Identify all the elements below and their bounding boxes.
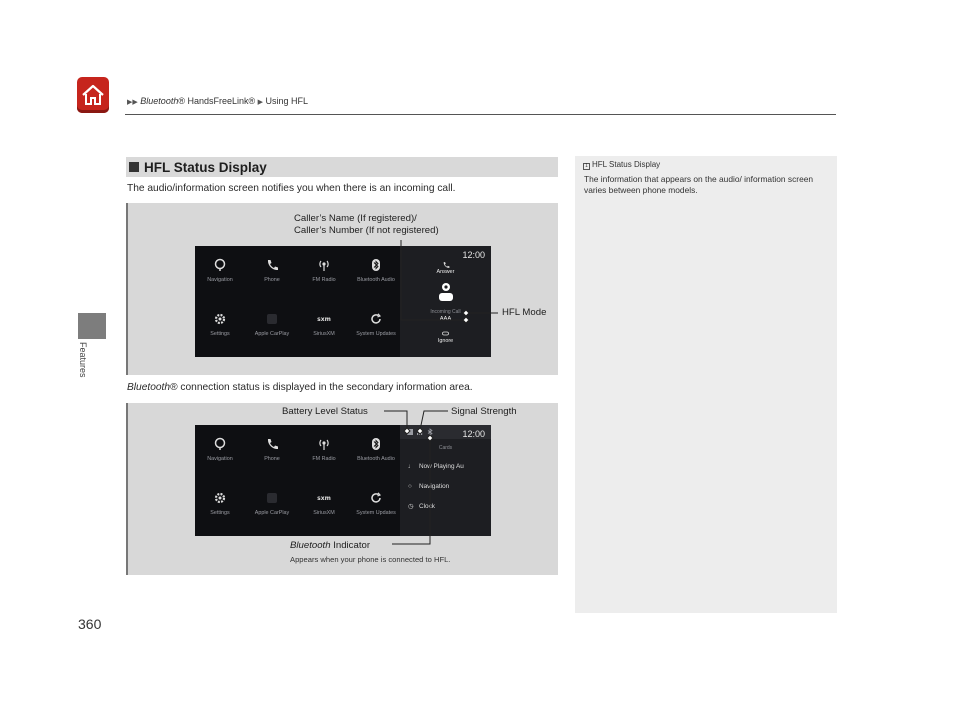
- tile-navigation-2: Navigation: [195, 437, 245, 462]
- tile-fm-radio: FM Radio: [299, 258, 349, 283]
- phone-icon: [265, 258, 279, 272]
- bluetooth-paragraph-italic: Bluetooth: [127, 382, 171, 393]
- note-column: [575, 156, 837, 613]
- update-icon: [369, 312, 383, 326]
- home-button[interactable]: [77, 77, 109, 113]
- header-rule: [125, 114, 836, 115]
- navigation-icon: [213, 437, 227, 451]
- side-tab-label: Features: [78, 342, 88, 378]
- clock-text: 12:00: [462, 429, 485, 439]
- clock-text: 12:00: [462, 250, 485, 260]
- side-tab-marker: [78, 313, 106, 339]
- person-icon: [438, 282, 454, 302]
- section-heading: [126, 157, 558, 177]
- tile-phone-2: Phone: [247, 437, 297, 462]
- tile-navigation: Navigation: [195, 258, 245, 283]
- callout-bluetooth-sub: Appears when your phone is connected to HFL.: [290, 555, 451, 564]
- breadcrumb: [127, 96, 308, 106]
- tile-settings-2: Settings: [195, 491, 245, 516]
- page-number: 360: [78, 616, 102, 632]
- carplay-icon: [265, 312, 279, 326]
- tile-phone: Phone: [247, 258, 297, 283]
- heading-square-icon: [129, 162, 139, 172]
- bluetooth-indicator-icon: [426, 428, 434, 436]
- tile-settings: Settings: [195, 312, 245, 337]
- answer-button[interactable]: Answer: [436, 269, 455, 275]
- siriusxm-icon: [317, 312, 331, 326]
- callout-hfl-mode: HFL Mode: [502, 307, 547, 318]
- breadcrumb-bluetooth[interactable]: Bluetooth: [140, 96, 179, 106]
- radio-icon: [317, 258, 331, 272]
- note-title: 1 HFL Status Display: [583, 160, 660, 170]
- side-tab-label-wrap: [78, 342, 92, 402]
- tile-bluetooth-audio-2: Bluetooth Audio: [351, 437, 401, 462]
- clock-icon: ◷: [408, 503, 414, 510]
- tile-siriusxm: sxm SiriusXM: [299, 312, 349, 337]
- radio-icon: [317, 437, 331, 451]
- settings-icon: [213, 312, 227, 326]
- breadcrumb-arrows: ▶▶: [127, 99, 138, 106]
- update-icon: [369, 491, 383, 505]
- card-navigation[interactable]: ○ Navigation: [408, 483, 450, 490]
- card-now-playing[interactable]: ♩ Now Playing Au: [408, 463, 464, 470]
- callout-caller-line2: Caller’s Number (If not registered): [294, 225, 439, 236]
- navigation-icon: [213, 258, 227, 272]
- audio-screen-status: [195, 425, 491, 536]
- signal-icon: [416, 428, 424, 436]
- ignore-icon: [442, 331, 449, 336]
- speaker-icon: ♩: [408, 463, 415, 470]
- carplay-icon: [265, 491, 279, 505]
- status-bar: [400, 425, 491, 439]
- note-marker-icon: 1: [583, 163, 590, 170]
- tile-fm-radio-2: FM Radio: [299, 437, 349, 462]
- callout-bluetooth-indicator: [290, 540, 370, 551]
- cards-title: Cards: [438, 445, 453, 451]
- bluetooth-icon: [369, 437, 383, 451]
- page-dots: [290, 352, 306, 354]
- bluetooth-paragraph-rest: ® connection status is displayed in the secondary information area.: [170, 382, 473, 393]
- callout-caller-line1: Caller’s Name (If registered)/: [294, 213, 417, 224]
- callout-bluetooth-rest: Indicator: [330, 540, 371, 551]
- answer-phone-icon: [442, 261, 450, 269]
- caller-name-text: AAA: [439, 316, 452, 322]
- card-clock[interactable]: ◷ Clock: [408, 503, 435, 510]
- page-dots: [290, 531, 306, 533]
- tile-siriusxm-2: sxm SiriusXM: [299, 491, 349, 516]
- breadcrumb-arrow: ▶: [257, 99, 264, 106]
- phone-icon: [265, 437, 279, 451]
- hfl-panel: [400, 246, 491, 357]
- battery-icon: [406, 428, 414, 436]
- section-title: HFL Status Display: [144, 159, 267, 175]
- svg-text:sxm: sxm: [317, 316, 331, 323]
- siriusxm-icon: [317, 491, 331, 505]
- breadcrumb-using-hfl[interactable]: Using HFL: [265, 96, 309, 106]
- tile-apple-carplay-2: Apple CarPlay: [247, 491, 297, 516]
- incoming-call-text: Incoming Call: [430, 309, 461, 315]
- callout-signal-strength: Signal Strength: [451, 406, 517, 417]
- tile-apple-carplay: Apple CarPlay: [247, 312, 297, 337]
- ignore-button[interactable]: Ignore: [437, 338, 454, 344]
- note-body: The information that appears on the audio/ information screen varies between phone models.: [584, 174, 814, 195]
- audio-screen-incoming: [195, 246, 491, 357]
- navigation-icon: ○: [408, 483, 412, 490]
- home-icon: [81, 84, 105, 106]
- callout-bluetooth-italic: Bluetooth: [290, 540, 331, 551]
- cards-panel: [400, 425, 491, 536]
- settings-icon: [213, 491, 227, 505]
- intro-paragraph: The audio/information screen notifies you when there is an incoming call.: [127, 183, 456, 194]
- breadcrumb-handsfreelink[interactable]: ® HandsFreeLink®: [178, 96, 256, 106]
- svg-text:sxm: sxm: [317, 495, 331, 502]
- tile-system-updates-2: System Updates: [351, 491, 401, 516]
- tile-system-updates: System Updates: [351, 312, 401, 337]
- bluetooth-icon: [369, 258, 383, 272]
- bluetooth-paragraph: [127, 382, 473, 393]
- tile-bluetooth-audio: Bluetooth Audio: [351, 258, 401, 283]
- callout-battery-level: Battery Level Status: [282, 406, 368, 417]
